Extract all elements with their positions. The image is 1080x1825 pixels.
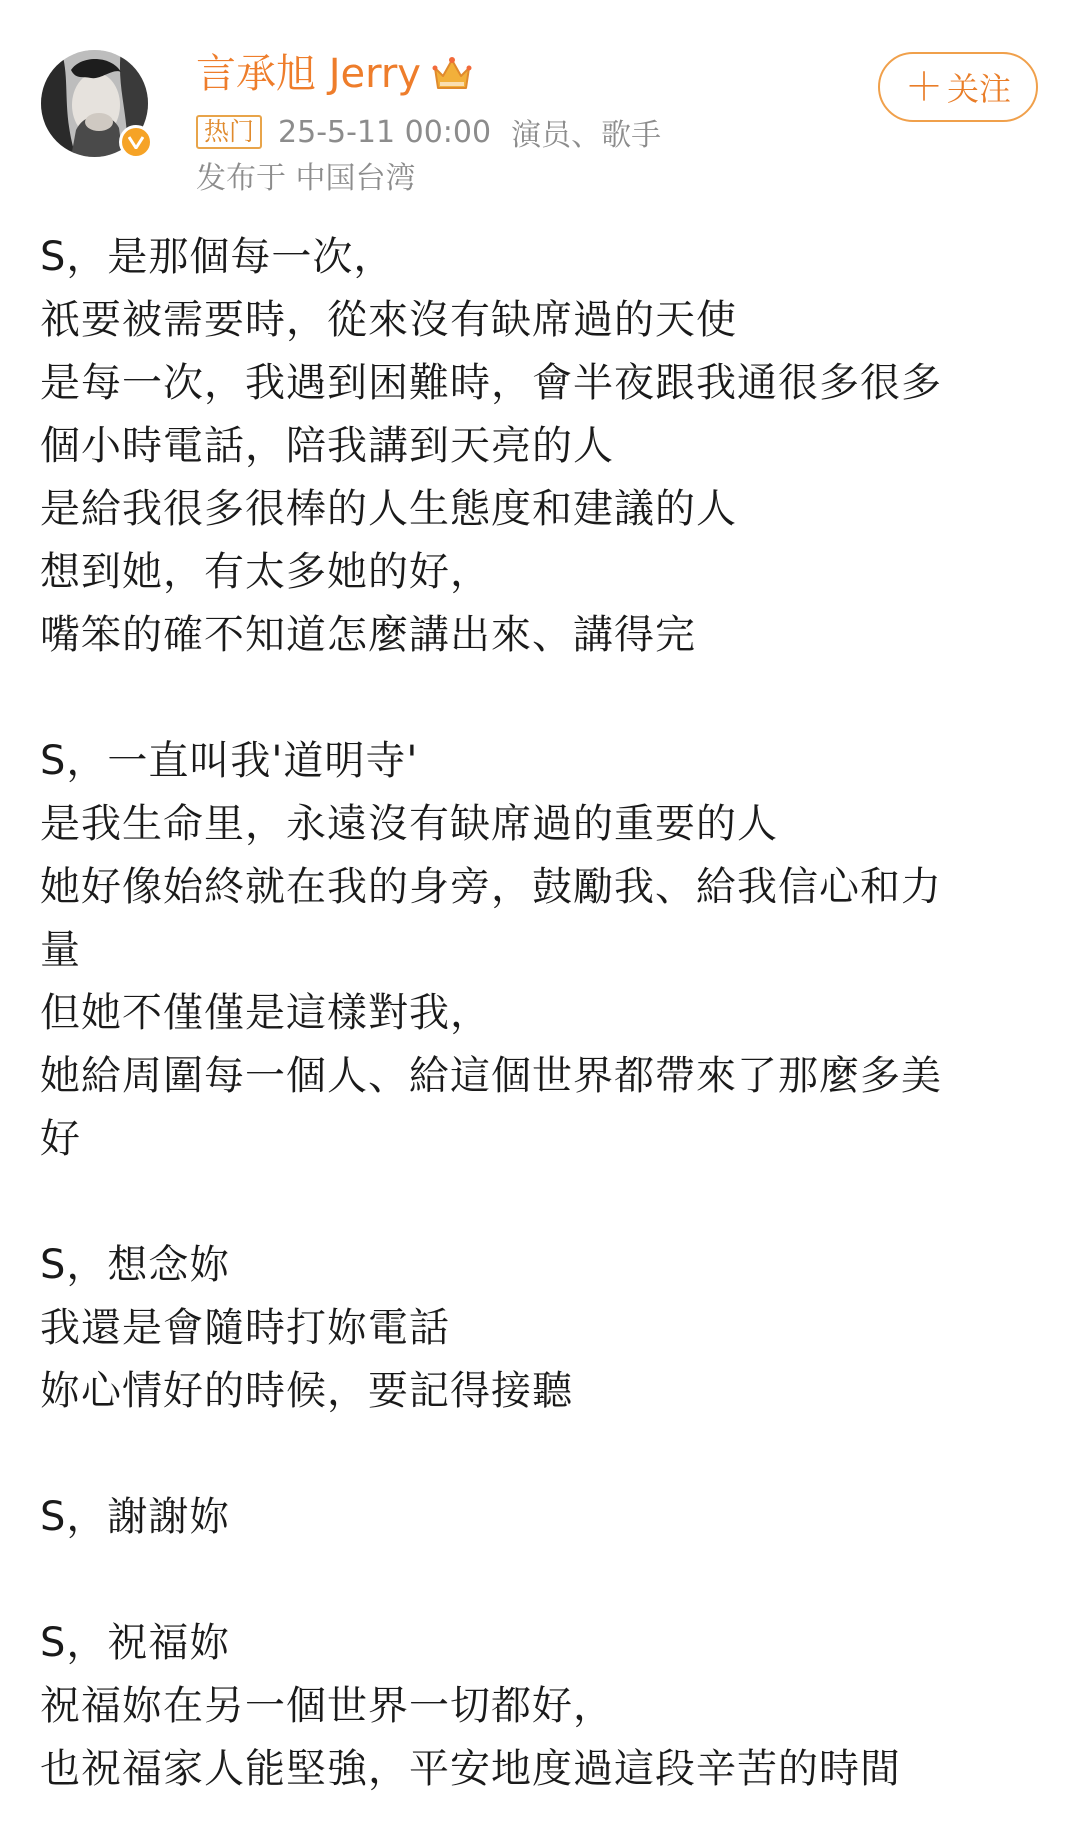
post-text-line: S，想念妳 <box>40 1242 231 1288</box>
post-text-line: 她好像始終就在我的身旁，鼓勵我、給我信心和力 <box>40 864 942 910</box>
post-text-line: 但她不僅僅是這樣對我， <box>40 990 491 1036</box>
author-name[interactable]: 言承旭 Jerry <box>196 51 421 97</box>
post-text-line: 是每一次，我遇到困難時，會半夜跟我通很多很多 <box>40 360 942 406</box>
post-timestamp: 25-5-11 00:00 <box>278 114 492 150</box>
post-text-line: 好 <box>40 1116 81 1162</box>
verified-v-icon <box>119 125 153 159</box>
post-text-line: 祇要被需要時，從來沒有缺席過的天使 <box>40 297 737 343</box>
post-text-line: 是給我很多很棒的人生態度和建議的人 <box>40 486 737 532</box>
post-text-line: 妳心情好的時候，要記得接聽 <box>40 1368 573 1414</box>
post-text-line: 嘴笨的確不知道怎麼講出來、講得完 <box>40 612 696 658</box>
post-text-line: S，一直叫我'道明寺' <box>40 738 419 784</box>
plus-icon: ＋ <box>904 65 943 109</box>
paragraph-break <box>40 1549 1050 1612</box>
follow-button[interactable] <box>878 52 1038 122</box>
crown-icon <box>431 54 473 94</box>
post-text-line: 個小時電話，陪我講到天亮的人 <box>40 423 614 469</box>
post-text-line: S，是那個每一次， <box>40 234 395 280</box>
post-meta <box>196 112 661 152</box>
paragraph-break <box>40 1423 1050 1486</box>
post-text-line: 是我生命里，永遠沒有缺席過的重要的人 <box>40 801 778 847</box>
follow-label: 关注 <box>947 70 1012 108</box>
author-row <box>196 46 473 102</box>
paragraph-break <box>40 667 1050 730</box>
author-role: 演员、歌手 <box>511 118 662 153</box>
post-header <box>0 0 1080 200</box>
post-text-line: 量 <box>40 927 81 973</box>
post-text-line: S，謝謝妳 <box>40 1494 231 1540</box>
paragraph-break <box>40 1171 1050 1234</box>
post-text-line: 想到她，有太多她的好， <box>40 549 491 595</box>
post-text-line: 我還是會隨時打妳電話 <box>40 1305 450 1351</box>
post-text-line: S，祝福妳 <box>40 1620 231 1666</box>
hot-tag-badge: 热门 <box>196 115 262 149</box>
post-text-line: 祝福妳在另一個世界一切都好， <box>40 1683 614 1729</box>
post-text-line: 也祝福家人能堅強，平安地度過這段辛苦的時間 <box>40 1746 901 1792</box>
post-content <box>40 226 1050 1801</box>
post-text-line: 她給周圍每一個人、給這個世界都帶來了那麼多美 <box>40 1053 942 1099</box>
post-location: 发布于 中国台湾 <box>196 161 416 196</box>
